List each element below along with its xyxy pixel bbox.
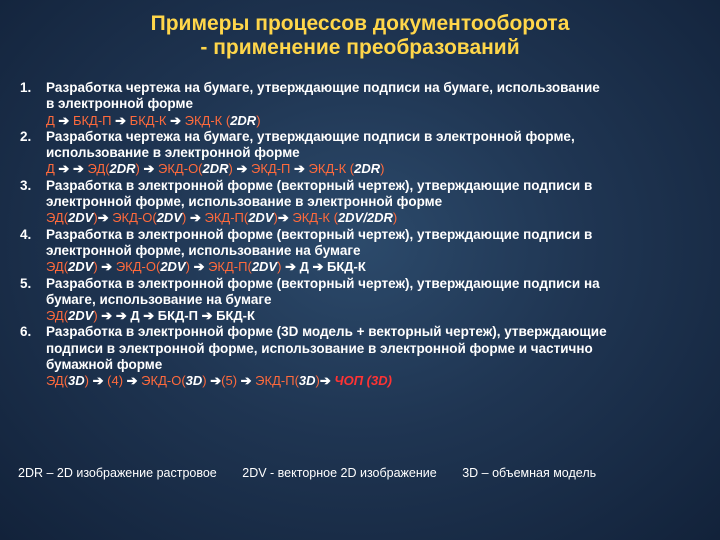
arrow-right-icon: ➔ <box>58 112 70 128</box>
arrow-right-icon: ➔ <box>319 373 331 389</box>
chain-segment: 2DV <box>251 259 278 275</box>
chain-segment: ЭКД-О( <box>112 259 161 275</box>
chain-segment: Д <box>46 161 59 177</box>
arrow-right-icon: ➔ <box>143 161 155 177</box>
chain-segment: 2DV <box>248 210 274 226</box>
chain-segment: ) <box>93 308 102 324</box>
item-text-line: подписи в электронной форме, использование в электронной форме и частично <box>46 340 593 356</box>
item-text-line: Разработка в электронной форме (векторный чертеж), утверждающие подписи на <box>46 275 600 291</box>
chain-segment: ) <box>273 210 278 226</box>
item-text-line: электронной форме, использование в электронной форме <box>46 194 443 210</box>
chain-segment: ЧОП (3D) <box>330 373 392 389</box>
chain-segment: ) <box>392 210 398 226</box>
arrow-right-icon: ➔ <box>92 373 104 389</box>
process-chain <box>46 210 712 226</box>
chain-segment: ЭКД-П( <box>204 259 252 275</box>
chain-segment: ) <box>84 373 93 389</box>
title-line-2: - применение преобразований <box>200 36 520 59</box>
list-item <box>16 178 712 227</box>
item-text-line: Разработка в электронной форме (векторный чертеж), утверждающие подписи в <box>46 226 593 242</box>
slide-title <box>0 12 720 60</box>
chain-segment: ЭКД-К ( <box>181 112 231 128</box>
item-text-line: электронной форме, использование на бумаге <box>46 242 361 258</box>
chain-segment: ЭКД-О( <box>137 373 186 389</box>
arrow-right-icon: ➔ <box>277 210 289 226</box>
arrow-right-icon: ➔ <box>58 161 70 177</box>
chain-segment: ЭД( <box>46 308 69 324</box>
chain-segment: ) <box>315 373 320 389</box>
list-item <box>16 129 712 178</box>
arrow-right-icon: ➔ <box>189 210 201 226</box>
list-item <box>16 80 712 129</box>
legend-2dr: 2DR – 2D изображение растровое <box>18 466 217 480</box>
arrow-right-icon: ➔ <box>193 259 205 275</box>
legend <box>18 466 708 480</box>
arrow-right-icon: ➔ <box>312 259 324 275</box>
chain-segment: 2DV <box>156 210 182 226</box>
chain-segment: БКД-К <box>212 308 255 324</box>
chain-segment: (4) <box>103 373 127 389</box>
process-chain <box>46 373 712 389</box>
item-number: 5. <box>20 275 32 291</box>
chain-segment: 2DV <box>68 259 94 275</box>
chain-segment: ) <box>182 210 190 226</box>
chain-segment: ) <box>256 112 261 128</box>
item-text-line: бумаге, использование на бумаге <box>46 291 272 307</box>
chain-segment: 3D <box>68 373 85 389</box>
chain-segment: ) <box>202 373 211 389</box>
chain-segment: ЭКД-К ( <box>288 210 338 226</box>
chain-segment: (5) <box>221 373 241 389</box>
chain-segment: ЭД( <box>46 373 69 389</box>
list-item <box>16 324 712 389</box>
arrow-right-icon: ➔ <box>97 210 109 226</box>
chain-segment: 2DV/2DR <box>337 210 393 226</box>
item-text-line: использование в электронной форме <box>46 145 300 161</box>
arrow-right-icon: ➔ <box>101 259 113 275</box>
chain-segment: 3D <box>185 373 203 389</box>
item-text-line: бумажной форме <box>46 357 163 373</box>
item-text-line: Разработка чертежа на бумаге, утверждающие подписи в электронной форме, <box>46 128 575 144</box>
arrow-right-icon: ➔ <box>115 308 127 324</box>
arrow-right-icon: ➔ <box>236 161 248 177</box>
chain-segment: ЭД( <box>46 210 69 226</box>
list-item <box>16 276 712 325</box>
item-body <box>46 129 712 178</box>
item-body <box>46 276 712 325</box>
chain-segment: БКД-П <box>69 112 116 128</box>
chain-segment: Д <box>46 112 59 128</box>
item-number: 6. <box>20 324 32 340</box>
arrow-right-icon: ➔ <box>115 112 127 128</box>
process-chain <box>46 113 712 129</box>
chain-segment: ) <box>277 259 286 275</box>
chain-segment: Д <box>295 259 313 275</box>
arrow-right-icon: ➔ <box>201 308 213 324</box>
item-text-line: Разработка в электронной форме (3D модель + векторный чертеж), утверждающие <box>46 324 607 340</box>
item-number: 3. <box>20 177 32 193</box>
chain-segment: ЭКД-П <box>247 161 295 177</box>
item-number: 1. <box>20 80 32 95</box>
arrow-right-icon: ➔ <box>285 259 296 275</box>
chain-segment: 2DV <box>160 259 186 275</box>
arrow-right-icon: ➔ <box>170 112 181 128</box>
chain-segment: 2DR <box>109 161 136 177</box>
legend-2dv: 2DV - векторное 2D изображение <box>242 466 437 480</box>
arrow-right-icon: ➔ <box>240 373 252 389</box>
chain-segment: ) <box>228 161 237 177</box>
chain-segment: ЭКД-К ( <box>304 161 355 177</box>
arrow-right-icon: ➔ <box>143 308 155 324</box>
chain-segment: ЭД( <box>46 259 69 275</box>
arrow-right-icon: ➔ <box>72 161 84 177</box>
process-chain <box>46 161 712 177</box>
chain-segment: ЭКД-П( <box>251 373 299 389</box>
item-body <box>46 227 712 276</box>
arrow-right-icon: ➔ <box>126 373 138 389</box>
item-text-line: Разработка чертежа на бумаге, утверждающие подписи на бумаге, использование <box>46 80 600 95</box>
item-number: 2. <box>20 128 32 144</box>
arrow-right-icon: ➔ <box>101 308 113 324</box>
process-chain <box>46 308 712 324</box>
chain-segment: ЭКД-О( <box>108 210 157 226</box>
process-chain <box>46 259 712 275</box>
chain-segment: 2DR <box>354 161 381 177</box>
chain-segment: ЭКД-П( <box>200 210 249 226</box>
title-line-1: Примеры процессов документооборота <box>150 12 570 35</box>
chain-segment: 2DV <box>68 308 94 324</box>
chain-segment: БКД-П <box>154 308 202 324</box>
item-body <box>46 178 712 227</box>
chain-segment: ) <box>93 210 98 226</box>
chain-segment: БКД-К <box>323 259 366 275</box>
arrow-right-icon: ➔ <box>210 373 222 389</box>
arrow-right-icon: ➔ <box>294 161 305 177</box>
chain-segment: 3D <box>298 373 316 389</box>
item-text-line: Разработка в электронной форме (векторный чертеж), утверждающие подписи в <box>46 177 593 193</box>
chain-segment: ЭД( <box>83 161 110 177</box>
item-body <box>46 324 712 389</box>
chain-segment: ) <box>380 161 385 177</box>
chain-segment: БКД-К <box>126 112 171 128</box>
item-body <box>46 80 712 129</box>
chain-segment: 2DR <box>230 112 257 128</box>
chain-segment: ) <box>135 161 144 177</box>
item-text-line: в электронной форме <box>46 96 193 112</box>
legend-3d: 3D – объемная модель <box>462 466 597 480</box>
chain-segment: 2DR <box>202 161 229 177</box>
chain-segment: ) <box>185 259 194 275</box>
process-list <box>16 80 712 390</box>
chain-segment: ) <box>93 259 102 275</box>
item-number: 4. <box>20 226 32 242</box>
chain-segment: 2DV <box>68 210 94 226</box>
list-item <box>16 227 712 276</box>
chain-segment: Д <box>126 308 144 324</box>
chain-segment: ЭКД-О( <box>154 161 203 177</box>
